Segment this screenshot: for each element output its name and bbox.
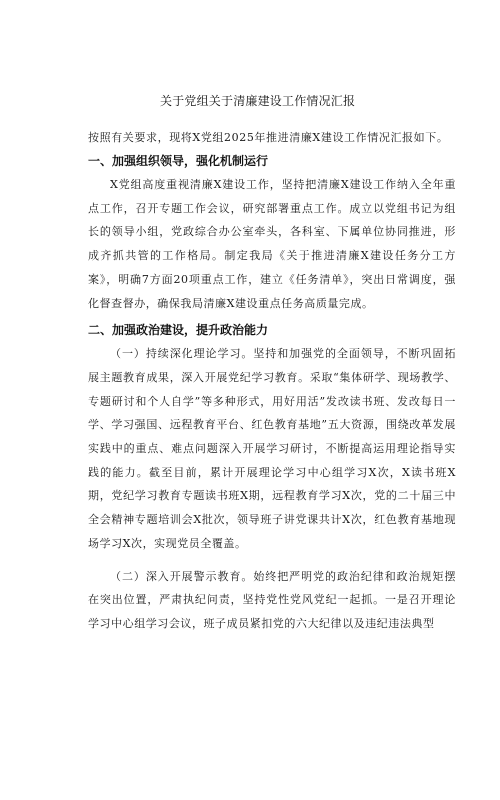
section-2-paragraph-1: （一）持续深化理论学习。坚持和加强党的全面领导，不断巩固拓展主题教育成果，深入开展党纪学习教育。采取“集体研学、现场教学、专题研讨和个人自学”等多种形式，用好用活”发改读书班、发改每日一学、学习强国、远程教育平台、红色教育基地”五大资源，围绕改革发展实践中的重点、难点问题深入开展学习研讨，不断提高运用理论指导实践的能力。截至目前，累计开展理论学习中心组学习X次，X读书班X期，党纪学习教育专题读书班X期，远程教育学习X次，党的二十届三中全会精神专题培训会X批次，领导班子讲党课共计X次，红色教育基地现场学习X次，实现党员全覆盖。 bbox=[88, 347, 456, 550]
section-heading-1: 一、加强组织领导，强化机制运行 bbox=[88, 154, 269, 168]
document-title: 关于党组关于清廉建设工作情况汇报 bbox=[160, 94, 356, 108]
document-page bbox=[0, 93, 500, 800]
section-1-paragraph-1: X党组高度重视清廉X建设工作，坚持把清廉X建设工作纳入全年重点工作，召开专题工作会议，研究部署重点工作。成立以党组书记为组长的领导小组，党政综合办公室牵头，各科室、下属单位协同推进，形成齐抓共管的工作格局。制定我局《关于推进清廉X建设任务分工方案》，明确7方面20项重点工作，建立《任务清单》，突出日常调度，强化督查督办，确保我局清廉X建设重点任务高质量完成。 bbox=[88, 178, 456, 310]
section-2-paragraph-2: （二）深入开展警示教育。始终把严明党的政治纪律和政治规矩摆在突出位置，严肃执纪问责，坚持党性党风党纪一起抓。一是召开理论学习中心组学习会议，班子成员紧扣党的六大纪律以及违纪违法典型 bbox=[88, 569, 456, 630]
section-heading-2: 二、加强政治建设，提升政治能力 bbox=[88, 323, 269, 338]
intro-paragraph: 按照有关要求，现将X党组2025年推进清廉X建设工作情况汇报如下。 bbox=[88, 131, 449, 144]
